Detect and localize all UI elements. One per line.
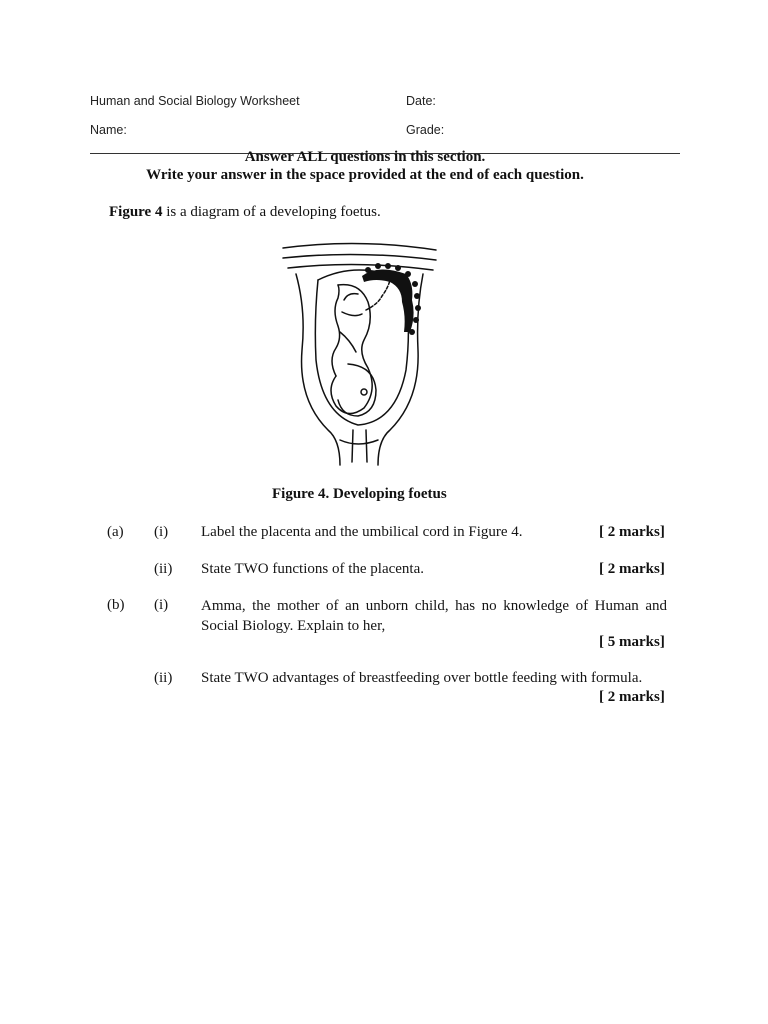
- question-part-a: (a): [107, 524, 124, 540]
- question-b-ii-marks: [ 2 marks]: [599, 689, 665, 705]
- question-a-ii-marks: [ 2 marks]: [599, 561, 665, 577]
- question-a-i-text: Label the placenta and the umbilical cord in Figure 4.: [201, 524, 523, 540]
- question-b-ii-text: State TWO advantages of breastfeeding over bottle feeding with formula.: [201, 670, 643, 686]
- instruction-line-1: Answer ALL questions in this section.: [244, 149, 486, 165]
- question-a-i-marks: [ 2 marks]: [599, 524, 665, 540]
- question-b-i-marks: [ 5 marks]: [599, 634, 665, 650]
- question-a-ii-text: State TWO functions of the placenta.: [201, 561, 424, 577]
- instruction-line-2: Write your answer in the space provided at the end of each question.: [146, 167, 584, 183]
- question-b-i-text: Amma, the mother of an unborn child, has no knowledge of Human and Social Biology. Explain to her,: [201, 598, 667, 634]
- question-b-sub-ii: (ii): [154, 670, 173, 686]
- question-a-sub-i: (i): [154, 524, 169, 540]
- figure-intro: [109, 204, 381, 221]
- name-label: Name:: [90, 123, 127, 137]
- figure-caption: Figure 4. Developing foetus: [272, 486, 447, 502]
- date-label: Date:: [406, 94, 436, 108]
- grade-label: Grade:: [406, 123, 445, 137]
- question-b-sub-i: (i): [154, 597, 169, 613]
- foetus-in-uterus-diagram-icon: [278, 240, 438, 470]
- figure-intro-text: is a diagram of a developing foetus.: [162, 204, 381, 220]
- question-part-b: (b): [107, 597, 125, 613]
- figure-reference: Figure 4: [109, 204, 163, 220]
- question-a-sub-ii: (ii): [154, 561, 173, 577]
- worksheet-title: Human and Social Biology Worksheet: [90, 94, 300, 108]
